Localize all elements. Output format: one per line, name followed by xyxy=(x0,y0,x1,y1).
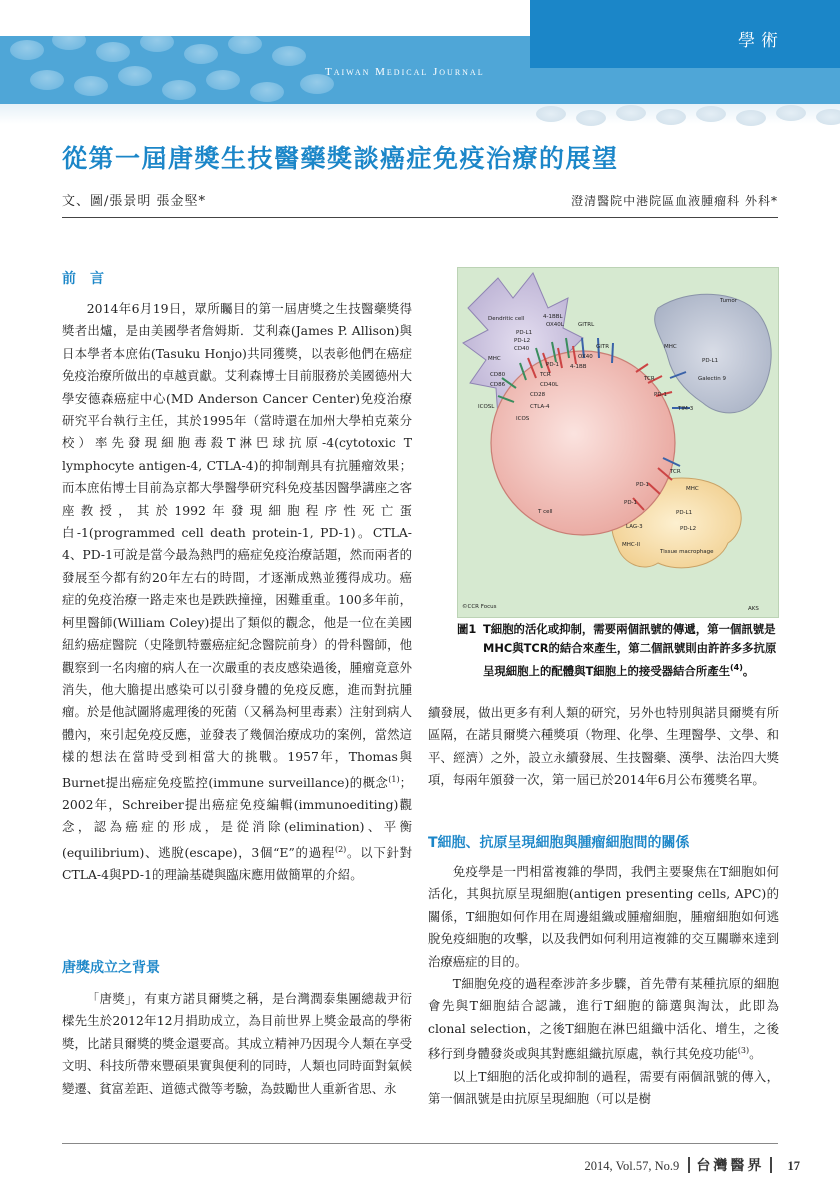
label-tcell: T cell xyxy=(538,509,553,515)
svg-text:PD-L2: PD-L2 xyxy=(680,526,697,532)
svg-text:MHC: MHC xyxy=(488,356,501,362)
divider xyxy=(688,1157,690,1173)
section-tab xyxy=(530,0,840,68)
svg-text:MHC: MHC xyxy=(664,344,677,350)
svg-text:4-1BBL: 4-1BBL xyxy=(543,314,563,320)
page-number: 17 xyxy=(787,1159,800,1173)
footer xyxy=(585,1155,800,1175)
heading-background: 唐獎成立之背景 xyxy=(62,960,160,976)
svg-text:ICOSL: ICOSL xyxy=(478,404,495,410)
footer-rule xyxy=(62,1143,778,1144)
svg-text:GITRL: GITRL xyxy=(578,322,595,328)
svg-text:TCR: TCR xyxy=(644,376,655,382)
svg-text:CD80: CD80 xyxy=(490,372,506,378)
svg-text:4-1BB: 4-1BB xyxy=(570,364,587,370)
issue-info: 2014, Vol.57, No.9 xyxy=(584,1159,680,1173)
svg-text:CTLA-4: CTLA-4 xyxy=(530,404,550,410)
heading-intro: 前 言 xyxy=(62,271,104,287)
label-tumor: Tumor xyxy=(720,298,737,304)
svg-text:CD40L: CD40L xyxy=(540,382,559,388)
banner-strip-pattern xyxy=(530,104,840,126)
journal-name: Taiwan Medical Journal xyxy=(325,66,485,78)
svg-text:MHC-II: MHC-II xyxy=(622,542,640,548)
magazine-name: 台灣醫界 xyxy=(696,1159,765,1174)
label-sig: AKS xyxy=(748,606,759,612)
svg-text:Galectin 9: Galectin 9 xyxy=(698,376,726,382)
svg-text:OX40: OX40 xyxy=(578,354,593,360)
svg-text:PD-1: PD-1 xyxy=(636,482,650,488)
svg-text:CD40: CD40 xyxy=(514,346,530,352)
affiliation: 澄清醫院中港院區血液腫瘤科 外科* xyxy=(571,194,778,208)
svg-text:TCR: TCR xyxy=(540,372,551,378)
svg-text:PD-L1: PD-L1 xyxy=(516,330,533,336)
intro-paragraph: 2014年6月19日，眾所矚目的第一屆唐獎之生技醫藥獎得獎者出爐，是由美國學者詹姆斯．艾利森(James P. Allison)與日本學者本庶佑(Tasuku Honjo)共同獲獎，以表彰他們在癌症免疫治療所做出的卓越貢獻。艾利森博士目前服務於美國德州大學安德森癌症中心(MD Anderson Cancer Center)免疫治療研究平台執行主任，其於1995年（當時還在加州大學柏克萊分校）率先發現細胞毒殺T淋巴球抗原-4(cytotoxic T lymphocyte antigen-4, CTLA-4)的抑制劑具有抗腫瘤效果；而本庶佑博士目前為京都大學醫學研究科免疫基因醫學講座之客座教授，其於1992年發現細胞程序性死亡蛋白-1(programmed cell death protein-1, PD-1)。CTLA-4、PD-1可說是當今最為熱門的癌症免疫治療話題，然而兩者的發展至今都有約20年左右的時間，才逐漸成熟並獲得成功。癌症的免疫治療一路走來也是跌跌撞撞，困難重重。100多年前，柯里醫師(William Coley)提出了類似的觀念，他是一位在美國紐約癌症醫院（史隆凱特靈癌症紀念醫院前身）的骨科醫師，他觀察到一名肉瘤的病人在一次嚴重的表皮感染過後，腫瘤竟意外消失，他大膽提出感染可以引發身體的免疫反應，進而對抗腫瘤。於是他試圖將處理後的死菌（又稱為柯里毒素）注射到病人體內，來引起免疫反應，並發表了幾個治療成功的案例，當然這樣的想法在當時受到相當大的挑戰。1957年，Thomas與Burnet提出癌症免疫監控(immune surveillance)的概念$^{(1)}$；2002年，Schreiber提出癌症免疫編輯(immunoediting)觀念，認為癌症的形成，是從消除(elimination)、平衡(equilibrium)、逃脫(escape)，3個“E”的過程$^{(2)}$。以下針對CTLA-4與PD-1的理論基礎與臨床應用做簡單的介紹。 xyxy=(62,301,412,883)
article-title: 從第一屆唐獎生技醫藥獎談癌症免疫治療的展望 xyxy=(62,144,619,173)
section-label: 學術 xyxy=(738,31,784,51)
svg-text:MHC: MHC xyxy=(686,486,699,492)
svg-text:LAG-3: LAG-3 xyxy=(626,524,643,530)
figure-immune-diagram xyxy=(457,267,779,618)
svg-text:PD-1: PD-1 xyxy=(654,392,668,398)
immune-diagram-svg xyxy=(458,268,779,618)
svg-text:OX40L: OX40L xyxy=(546,322,564,328)
svg-text:GITR: GITR xyxy=(596,344,610,350)
tcell-paragraphs: 免疫學是一門相當複雜的學問，我們主要聚焦在T細胞如何活化，其與抗原呈現細胞(antigen presenting cells, APC)的關係，T細胞如何作用在周邊組織或腫瘤細胞，腫瘤細胞如何逃脫免疫細胞的攻擊，以及我們如何利用這複雜的交互關聯來達到治療癌症的目的。 T細胞免疫的過程牽涉許多步驟，首先帶有某種抗原的細胞會先與T細胞結合認識，進行T細胞的篩選與淘汰，此即為clonal selection，之後T細胞在淋巴組織中活化、增生，之後移行到身體發炎或與其對應組織抗原處，執行其免疫功能$^{(3)}$。 以上T細胞的活化或抑制的過程，需要有兩個訊號的傳入，第一個訊號是由抗原呈現細胞（可以是樹 xyxy=(428,864,779,1107)
svg-text:CD86: CD86 xyxy=(490,382,506,388)
svg-text:TCR: TCR xyxy=(670,469,681,475)
svg-text:CD28: CD28 xyxy=(530,392,546,398)
heading-tcell: T細胞、抗原呈現細胞與腫瘤細胞間的關係 xyxy=(428,835,690,851)
label-macrophage: Tissue macrophage xyxy=(660,549,714,555)
svg-text:ICOS: ICOS xyxy=(516,416,530,422)
svg-text:PD-L1: PD-L1 xyxy=(702,358,719,364)
svg-text:PD-1: PD-1 xyxy=(546,362,560,368)
svg-text:TIM-3: TIM-3 xyxy=(678,406,694,412)
background-continued: 續發展，做出更多有利人類的研究，另外也特別與諾貝爾獎有所區隔，在諾貝爾獎六種獎項（物理、化學、生理醫學、文學、和平、經濟）之外，設立永續發展、生技醫藥、漢學、法治四大獎項，每兩年頒發一次，第一屆已於2014年6月公布獲獎名單。 xyxy=(428,705,779,788)
label-dendritic: Dendritic cell xyxy=(488,316,525,322)
divider xyxy=(770,1157,772,1173)
authors: 文、圖/張景明 張金堅* xyxy=(62,194,207,209)
background-paragraph: 「唐獎」，有東方諾貝爾獎之稱，是台灣潤泰集團總裁尹衍樑先生於2012年12月捐助成立，為目前世界上獎金最高的學術獎，比諾貝爾獎的獎金還要高。其成立精神乃因現今人類在享受文明、科技所帶來豐碩果實與便利的同時，人類也同時面對氣候變遷、貧富差距、道德式微等考驗，為鼓勵世人重新省思、永 xyxy=(62,991,412,1096)
label-credit: ©CCR Focus xyxy=(462,604,497,610)
svg-text:PD-L1: PD-L1 xyxy=(676,510,693,516)
svg-text:PD-1: PD-1 xyxy=(624,500,638,506)
svg-text:PD-L2: PD-L2 xyxy=(514,338,531,344)
figure-caption: 圖1 T細胞的活化或抑制，需要兩個訊號的傳遞，第一個訊號是MHC與TCR的結合來產生，第二個訊號則由許許多多抗原呈現細胞上的配體與T細胞上的接受器結合所產生$^{(4)}$。 xyxy=(457,622,777,678)
title-rule xyxy=(62,217,778,218)
